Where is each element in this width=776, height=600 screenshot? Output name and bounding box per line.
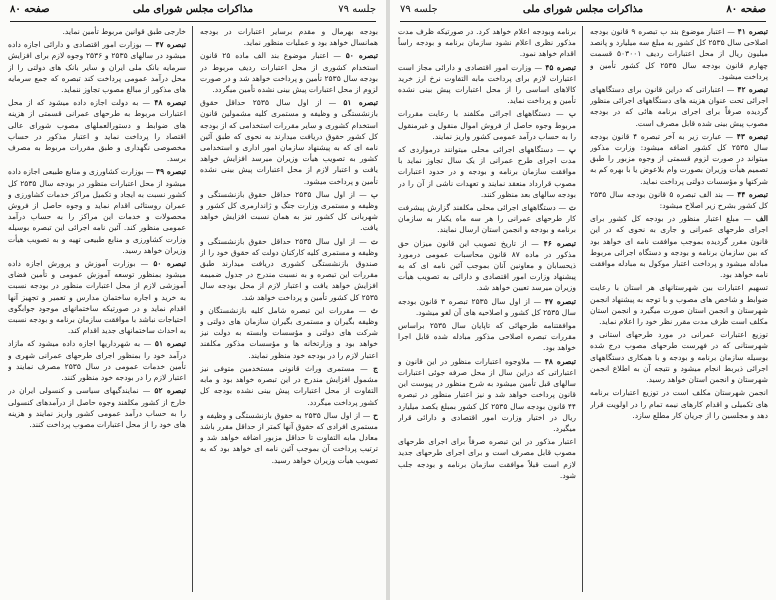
paragraph — [590, 282, 768, 327]
left-header-rule — [10, 21, 376, 22]
clause-label: تبصره ۴۷ — [544, 296, 576, 306]
paragraph — [590, 329, 768, 385]
left-page-title: مذاکرات مجلس شورای ملی — [132, 4, 254, 15]
paragraph: پ — دستگاههای اجرائی محلی میتوانند درمواردی که مدت اجرای طرح عمرانی از یک سال تجاوز نماید با موافقت سازمان برنامه و بودجه و در حدود اعتبارات مصوب قرارداد منعقد نمایند و تعهدات ناشی از آن را در بودجه سالهای بعد منظور کنند. — [398, 145, 576, 199]
paragraph-text: ملاوجوه اعتبارات منظور در این قانون و اعتباراتی که دراین سال از محل صرفه جوئی اعتبارات سالهای قبل تأمین میشود به شرح منظور در پیوست این قانون پرداخت خواهد شد و نیز اعتبار منظور در تبصره ۴۴ قانون بودجه سال ۲۵۳۵ کل کشور بمبلغ یکصد میلیارد ریال در اختیار وزارت امور اقتصادی و دارائی قرار میگیرد. — [398, 356, 576, 433]
clause-label: الف — [755, 214, 768, 224]
paragraph: تبصره ۴۷ — بوزارت امور اقتصادی و دارائی اجازه داده میشود در سالهای ۲۵۳۵ و ۲۵۳۶ وجوه لازم برای افزایش سرمایه بانک ملی ایران و سایر بانک های دولتی را از محل درآمد عمومی پرداخت کند تبصره که جمع سرمایه های مذکور از مبالغ مصوب تجاوز ننماید. — [8, 40, 186, 95]
clause-label: ب — [568, 109, 576, 119]
paragraph-text: بوزارت آموزش و پرورش اجازه داده میشود بمنظور توسعه آموزش عمومی و تأمین فضای آموزشی لازم از محل اعتبارات منظور در بودجه نسبت به خرید و اجاره ساختمان مدارس و تعمیر و تجهیز آنها اقدام نماید و در صورتیکه ساختمانهای موجود جوابگوی احتیاجات نباشد با موافقت سازمان برنامه و بودجه نسبت به احداث ساختمانهای جدید اقدام کند. — [8, 259, 186, 336]
left-page-left-column — [8, 26, 186, 594]
left-page-session: جلسه ۷۹ — [338, 4, 376, 15]
paragraph-text: موافقتنامه طرحهائی که تاپایان سال ۲۵۳۵ براساس مقررات تبصره اصلاحی مذکور مبادله شده قابل اجرا خواهد بود. — [398, 321, 576, 353]
clause-label: تبصره ۴۱ — [737, 27, 768, 36]
right-page-header — [400, 4, 766, 20]
paragraph-text: از تاریخ تصویب این قانون میزان حق مذکور در ماده ۸۷ قانون محاسبات عمومی درمورد ذیحسابان و معاونین آنان بموجب آئین نامه ای که به پیشنهاد وزارت امور اقتصادی و دارائی به تصویب هیأت وزیران میرسد تعیین خواهد شد. — [398, 238, 576, 293]
paragraph-text: از اول سال ۲۵۳۵ حداقل حقوق بازنشستگی و وظیفه و مستمری کلیه کارکنان دولت که حقوق خود را از صندوق بازنشستگی کشوری دریافت میدارند طبق مقررات این تبصره و به نسبت مندرج در جدول ضمیمه افزایش خواهد یافت و اعتبار لازم از محل بودجه سال ۲۵۳۵ کل کشور تأمین و پرداخت خواهد شد. — [200, 236, 378, 302]
paragraph: ت — دستگاههای اجرائی محلی مکلفند گزارش پیشرفت کار طرحهای عمرانی را هر سه ماه یکبار به سازمان برنامه و بودجه و انجمن استان ارسال نمایند. — [398, 203, 576, 235]
clause-label: تبصره ۴۶ — [543, 238, 576, 248]
clause-label: تبصره ۵۰ — [153, 259, 186, 269]
right-page-right-column — [590, 26, 768, 594]
paragraph-text: مبلغ اعتبار منظور در بودجه کل کشور برای اجرای طرحهای عمرانی و جاری به نحوی که در این قانون مقرر گردیده بموجب موافقت نامه ای خواهد بود که بین سازمان برنامه و بودجه و دستگاه اجرائی مربوط مبادله میشود و پرداخت اعتبار موکول به مبادله موافقت نامه خواهد بود. — [590, 214, 768, 280]
paragraph-text: از اول سال ۲۵۳۵ تبصره ۳ قانون بودجه سال ۲۵۳۵ کل کشور و اصلاحیه های آن لغو میشود. — [398, 296, 576, 317]
paragraph-text: وزارت امور اقتصادی و دارائی مجاز است اعتبارات لازم برای پرداخت مابه التفاوت نرخ ارز خرید کالاهای اساسی را از محل اعتبارات پیش بینی نشده تأمین و پرداخت نماید. — [398, 62, 576, 106]
right-header-rule — [400, 21, 766, 22]
paragraph: الف — مبلغ اعتبار منظور در بودجه کل کشور برای اجرای طرحهای عمرانی و جاری به نحوی که در این قانون مقرر گردیده بموجب موافقت نامه ای خواهد بود که بین سازمان برنامه و بودجه و دستگاه اجرائی مربوط مبادله میشود و پرداخت اعتبار موکول به مبادله موافقت نامه خواهد بود. — [590, 214, 768, 280]
paragraph-text: به دولت اجازه داده میشود که از محل اعتبارات مربوط به طرحهای عمرانی قسمتی از هزینه های ضوابط و دستورالعملهای مصوب شورای عالی اقتصاد را پرداخت نماید و اعتبار مذکور در حساب مخصوصی نگهداری و طبق مقررات مربوط به مصرف برسد. — [8, 98, 186, 164]
paragraph: ب — از اول سال ۲۵۳۵ حداقل حقوق بازنشستگی و وظیفه و مستمری وزارت جنگ و ژاندارمری کل کشور و شهربانی کل کشور نیز به همان نسبت افزایش خواهد یافت. — [200, 189, 378, 233]
paragraph: ث — مقررات این تبصره شامل کلیه بازنشستگان و وظیفه بگیران و مستمری بگیران سازمان های دولتی و شرکت های دولتی و مؤسسات وابسته به دولت نیز خواهد بود و وزارتخانه ها و مؤسسات مذکور مکلفند اعتبار لازم را در بودجه خود منظور نمایند. — [200, 305, 378, 360]
left-page-right-column — [200, 26, 378, 594]
paragraph-text: دستگاههای اجرائی مکلفند با رعایت مقررات مربوط وجوه حاصل از فروش اموال منقول و غیرمنقول را به حساب درآمد عمومی کشور واریز نمایند. — [398, 109, 576, 141]
paragraph: تبصره ۵۱ — از اول سال ۲۵۳۵ حداقل حقوق بازنشستگی و وظیفه و مستمری کلیه مشمولین قانون استخدام کشوری و سایر مقررات استخدامی که از بودجه کل کشور حقوق دریافت میدارند به نحوی که طبق آئین نامه ای که به پیشنهاد سازمان امور اداری و استخدامی کشور به تصویب هیأت وزیران میرسد افزایش خواهد یافت و اعتبار لازم از محل اعتبارات پیش بینی نشده تأمین و پرداخت میشود. — [200, 98, 378, 186]
clause-label: تبصره ۴۹ — [156, 167, 186, 177]
paragraph-text: بودجه بهرمال و مقدم برسایر اعتبارات در بودجه همانسال خواهد بود و عملیات منظور نماید. — [200, 27, 378, 48]
paragraph-text: بوزارت امور اقتصادی و دارائی اجازه داده میشود در سالهای ۲۵۳۵ و ۲۵۳۶ وجوه لازم برای افزایش سرمایه بانک ملی ایران و سایر بانک های دولتی را از محل درآمد عمومی پرداخت کند تبصره که جمع سرمایه های مذکور از مبالغ مصوب تجاوز ننماید. — [8, 40, 186, 95]
paragraph: ح — از اول سال ۲۵۳۵ به حقوق بازنشستگی و وظیفه و مستمری افرادی که حقوق آنها کمتر از حداقل مقرر باشد معادل مابه التفاوت تا حداقل مزبور اضافه خواهد شد و ترتیب پرداخت آن بموجب آئین نامه ای خواهد بود که به تصویب هیأت وزیران خواهد رسید. — [200, 410, 378, 465]
paragraph — [398, 436, 576, 481]
paragraph-text: عبارت زیر به آخر تبصره ۴ قانون بودجه سال ۲۵۳۵ کل کشور اضافه میشود: وزارت مذکور میتواند در صورت لزوم قسمتی از وجوه مزبور را طبق تصمیم هیأت وزیران بصورت وام بلاعوض یا با بهره کم به شرکتها و مؤسسات دولتی پرداخت نماید. — [590, 131, 768, 186]
clause-label: ت — [370, 236, 378, 246]
paragraph: تبصره ۴۸ — ملاوجوه اعتبارات منظور در این قانون و اعتباراتی که دراین سال از محل صرفه جوئی اعتبارات سالهای قبل تأمین میشود به شرح منظور در پیوست این قانون پرداخت خواهد شد و نیز اعتبار منظور در تبصره ۴۴ قانون بودجه سال ۲۵۳۵ کل کشور بمبلغ یکصد میلیارد ریال در اختیار وزارت امور اقتصادی و دارائی قرار میگیرد. — [398, 356, 576, 433]
paragraph-text: اعتباراتی که دراین قانون برای دستگاههای اجرائی تحت عنوان هزینه های دستگاههای اجرائی منظور گردیده صرفاً برای اجرای برنامه هائی که در بودجه مصوب پیش بینی شده قابل مصرف است. — [590, 85, 768, 128]
right-page-number: صفحه ۸۰ — [726, 4, 766, 15]
paragraph: ج — مستمری وراث قانونی مستخدمین متوفی نیز مشمول افزایش مندرج در این تبصره خواهد بود و مابه التفاوت از محل اعتبارات پیش بینی نشده بودجه کل کشور پرداخت میگردد. — [200, 363, 378, 407]
paragraph: تبصره ۴۸ — به دولت اجازه داده میشود که از محل اعتبارات مربوط به طرحهای عمرانی قسمتی از هزینه های ضوابط و دستورالعملهای مصوب شورای عالی اقتصاد را پرداخت نماید و اعتبار مذکور در حساب مخصوصی نگهداری و طبق مقررات مربوط به مصرف برسد. — [8, 98, 186, 164]
paragraph: تبصره ۵۰ — اعتبار موضوع بند الف ماده ۲۵ قانون استخدام کشوری از محل اعتبارات ردیف مربوط در بودجه سال ۲۵۳۵ تأمین و پرداخت خواهد شد و در صورت لزوم از محل اعتبارات پیش بینی نشده تأمین میگردد. — [200, 51, 378, 95]
paragraph: تبصره ۴۶ — از تاریخ تصویب این قانون میزان حق مذکور در ماده ۸۷ قانون محاسبات عمومی درمورد ذیحسابان و معاونین آنان بموجب آئین نامه ای که به پیشنهاد وزارت امور اقتصادی و دارائی به تصویب هیأت وزیران میرسد تعیین خواهد شد. — [398, 238, 576, 293]
clause-label: ح — [373, 410, 378, 420]
right-page — [390, 0, 776, 600]
paragraph-text: از اول سال ۲۵۳۵ به حقوق بازنشستگی و وظیفه و مستمری افرادی که حقوق آنها کمتر از حداقل مقرر باشد معادل مابه التفاوت تا حداقل مزبور اضافه خواهد شد و ترتیب پرداخت آن بموجب آئین نامه ای خواهد بود که به تصویب هیأت وزیران خواهد رسید. — [200, 410, 378, 465]
paragraph-text: نمایندگیهای سیاسی و کنسولی ایران در خارج از کشور مکلفند وجوه حاصل از درآمدهای کنسولی را به حساب درآمد عمومی کشور واریز نمایند و هزینه های خود را از محل اعتبارات مصوب پرداخت کنند. — [8, 386, 186, 429]
clause-label: تبصره ۴۳ — [736, 131, 768, 141]
paragraph: تبصره ۴۳ — عبارت زیر به آخر تبصره ۴ قانون بودجه سال ۲۵۳۵ کل کشور اضافه میشود: وزارت مذکور میتواند در صورت لزوم قسمتی از وجوه مزبور را طبق تصمیم هیأت وزیران بصورت وام بلاعوض یا با بهره کم به شرکتها و مؤسسات دولتی پرداخت نماید. — [590, 131, 768, 186]
paragraph-text: انجمن شهرستان مکلف است در توزیع اعتبارات برنامه های تکمیلی و اقدام کارهای نیمه تمام را در اولویت قرار دهد و مجلسین را از جریان کار مطلع سازد. — [590, 388, 768, 420]
paragraph: تبصره ۴۲ — اعتباراتی که دراین قانون برای دستگاههای اجرائی تحت عنوان هزینه های دستگاههای اجرائی منظور گردیده صرفاً برای اجرای برنامه هائی که در بودجه مصوب پیش بینی شده قابل مصرف است. — [590, 85, 768, 128]
paragraph: تبصره ۴۷ — از اول سال ۲۵۳۵ تبصره ۳ قانون بودجه سال ۲۵۳۵ کل کشور و اصلاحیه های آن لغو میشود. — [398, 296, 576, 317]
clause-label: تبصره ۵۱ — [343, 98, 378, 108]
paragraph: ت — از اول سال ۲۵۳۵ حداقل حقوق بازنشستگی و وظیفه و مستمری کلیه کارکنان دولت که حقوق خود را از صندوق بازنشستگی کشوری دریافت میدارند طبق مقررات این تبصره و به نسبت مندرج در جدول ضمیمه افزایش خواهد یافت و اعتبار لازم از محل بودجه سال ۲۵۳۵ کل کشور تأمین و پرداخت خواهد شد. — [200, 236, 378, 302]
paragraph-text: بوزارت کشاورزی و منابع طبیعی اجازه داده میشود از محل اعتبارات منظور در بودجه سال ۲۵۳۵ کل کشور نسبت به ایجاد و تکمیل مراکز خدمات کشاورزی و عمران روستائی اقدام نماید و وجوه حاصل از فروش محصولات و خدمات این مراکز را به حساب درآمد عمومی منظور کند. آئین نامه اجرائی این تبصره بوسیله وزارت کشاورزی و منابع طبیعی تهیه و به تصویب هیأت وزیران خواهد رسید. — [8, 167, 186, 255]
paragraph: تبصره ۵۰ — بوزارت آموزش و پرورش اجازه داده میشود بمنظور توسعه آموزش عمومی و تأمین فضای آموزشی لازم از محل اعتبارات منظور در بودجه نسبت به خرید و اجاره ساختمان مدارس و تعمیر و تجهیز آنها اقدام نماید و در صورتیکه ساختمانهای موجود جوابگوی احتیاجات نباشد با موافقت سازمان برنامه و بودجه نسبت به احداث ساختمانهای جدید اقدام کند. — [8, 259, 186, 336]
paragraph-text: خارجی طبق قوانین مربوط تأمین نماید. — [62, 27, 186, 36]
paragraph-text: برنامه وبودجه اعلام خواهد کرد. در صورتیکه ظرف مدت مذکور نظری اعلام نشود سازمان برنامه و بودجه راساً اقدام خواهد نمود. — [398, 27, 576, 59]
paragraph-text: مستمری وراث قانونی مستخدمین متوفی نیز مشمول افزایش مندرج در این تبصره خواهد بود و مابه التفاوت از محل اعتبارات پیش بینی نشده بودجه کل کشور پرداخت میگردد. — [200, 363, 378, 407]
paragraph-text: به شهرداریها اجازه داده میشود که مازاد درآمد خود را بمنظور اجرای طرحهای عمرانی شهری و تأمین خدمات عمومی در سال ۲۵۳۵ مصرف نمایند و اعتبار لازم را در بودجه خود منظور کنند. — [8, 339, 186, 383]
paragraph-text: اعتبار موضوع بند الف ماده ۲۵ قانون استخدام کشوری از محل اعتبارات ردیف مربوط در بودجه سال ۲۵۳۵ تأمین و پرداخت خواهد شد و در صورت لزوم از محل اعتبارات پیش بینی نشده تأمین میگردد. — [200, 51, 378, 95]
left-page-number: صفحه ۸۰ — [10, 4, 50, 15]
clause-label: ت — [568, 203, 576, 213]
left-page-header — [10, 4, 376, 20]
paragraph: تبصره ۴۴ — بند الف تبصره ۵ قانون بودجه سال ۲۵۳۵ کل کشور بشرح زیر اصلاح میشود: — [590, 189, 768, 211]
clause-label: تبصره ۴۸ — [544, 356, 576, 366]
clause-label: تبصره ۵۰ — [345, 51, 378, 61]
right-page-session: جلسه ۷۹ — [400, 4, 438, 15]
right-column-divider — [582, 26, 583, 592]
paragraph-text: اعتبار موضوع بند ب تبصره ۹ قانون بودجه اصلاحی سال ۲۵۳۵ کل کشور به مبلغ سه میلیارد و پانصد میلیون ریال از محل اعتبارات ردیف ۵۰۳۰۰۱ قسمت چهارم قانون بودجه سال ۲۵۳۵ کل کشور تأمین و پرداخت میشود. — [590, 27, 768, 81]
clause-label: تبصره ۵۱ — [154, 339, 186, 349]
clause-label: تبصره ۴۲ — [737, 85, 768, 95]
paragraph: تبصره ۵۲ — نمایندگیهای سیاسی و کنسولی ایران در خارج از کشور مکلفند وجوه حاصل از درآمدهای کنسولی را به حساب درآمد عمومی کشور واریز نمایند و هزینه های خود را از محل اعتبارات مصوب پرداخت کنند. — [8, 386, 186, 429]
clause-label: تبصره ۴۵ — [545, 62, 576, 72]
clause-label: ج — [373, 363, 378, 373]
clause-label: تبصره ۴۸ — [154, 98, 186, 108]
clause-label: ب — [370, 189, 378, 199]
paragraph: تبصره ۵۱ — به شهرداریها اجازه داده میشود که مازاد درآمد خود را بمنظور اجرای طرحهای عمرانی شهری و تأمین خدمات عمومی در سال ۲۵۳۵ مصرف نمایند و اعتبار لازم را در بودجه خود منظور کنند. — [8, 339, 186, 383]
paragraph: تبصره ۴۵ — وزارت امور اقتصادی و دارائی مجاز است اعتبارات لازم برای پرداخت مابه التفاوت نرخ ارز خرید کالاهای اساسی را از محل اعتبارات پیش بینی نشده تأمین و پرداخت نماید. — [398, 62, 576, 106]
paragraph-text: مقررات این تبصره شامل کلیه بازنشستگان و وظیفه بگیران و مستمری بگیران سازمان های دولتی و شرکت های دولتی و مؤسسات وابسته به دولت نیز خواهد بود و وزارتخانه ها و مؤسسات مذکور مکلفند اعتبار لازم را در بودجه خود منظور نمایند. — [200, 305, 378, 360]
paragraph-text: از اول سال ۲۵۳۵ حداقل حقوق بازنشستگی و وظیفه و مستمری کلیه مشمولین قانون استخدام کشوری و سایر مقررات استخدامی که از بودجه کل کشور حقوق دریافت میدارند به نحوی که طبق آئین نامه ای که به پیشنهاد سازمان امور اداری و استخدامی کشور به تصویب هیأت وزیران میرسد افزایش خواهد یافت و اعتبار لازم از محل اعتبارات پیش بینی نشده تأمین و پرداخت میشود. — [200, 98, 378, 186]
right-page-title: مذاکرات مجلس شورای ملی — [522, 4, 644, 15]
paragraph — [590, 387, 768, 421]
clause-label: پ — [568, 145, 576, 155]
clause-label: تبصره ۴۷ — [155, 40, 186, 50]
paragraph: تبصره ۴۱ — اعتبار موضوع بند ب تبصره ۹ قانون بودجه اصلاحی سال ۲۵۳۵ کل کشور به مبلغ سه میلیارد و پانصد میلیون ریال از محل اعتبارات ردیف ۵۰۳۰۰۱ قسمت چهارم قانون بودجه سال ۲۵۳۵ کل کشور تأمین و پرداخت میشود. — [590, 27, 768, 81]
paragraph — [8, 26, 186, 37]
clause-label: تبصره ۵۲ — [154, 386, 186, 396]
paragraph-text: بند الف تبصره ۵ قانون بودجه سال ۲۵۳۵ کل کشور بشرح زیر اصلاح میشود: — [590, 189, 768, 211]
paragraph-text: تسهیم اعتبارات بین شهرستانهای هر استان با رعایت ضوابط و شاخص های مصوب و با توجه به پیشنهاد انجمن شهرستان و انجمن استان صورت میگیرد و انجمن استان مکلف است ظرف مدت مقرر نظر خود را اعلام نماید. — [590, 283, 768, 327]
right-page-left-column — [398, 26, 576, 594]
paragraph-text: دستگاههای اجرائی محلی میتوانند درمواردی که مدت اجرای طرح عمرانی از یک سال تجاوز نماید با موافقت سازمان برنامه و بودجه و در حدود اعتبارات مصوب قرارداد منعقد نمایند و تعهدات ناشی از آن را در بودجه سالهای بعد منظور کنند. — [398, 145, 576, 199]
paragraph-text: دستگاههای اجرائی محلی مکلفند گزارش پیشرفت کار طرحهای عمرانی را هر سه ماه یکبار به سازمان برنامه و بودجه و انجمن استان ارسال نمایند. — [398, 203, 576, 235]
clause-label: ث — [370, 305, 378, 315]
left-column-divider — [192, 26, 193, 592]
paragraph-text: از اول سال ۲۵۳۵ حداقل حقوق بازنشستگی و وظیفه و مستمری وزارت جنگ و ژاندارمری کل کشور و شهربانی کل کشور نیز به همان نسبت افزایش خواهد یافت. — [200, 189, 378, 233]
paragraph-text: توزیع اعتبارات عمرانی در مورد طرحهای استانی و شهرستانی که در فهرست طرحهای مصوب درج شده بوسیله سازمان برنامه و بودجه و با همکاری دستگاههای اجرائی ذیربط انجام میشود و نتیجه آن به اطلاع انجمن شهرستان و انجمن استان خواهد رسید. — [590, 330, 768, 385]
paragraph: ب — دستگاههای اجرائی مکلفند با رعایت مقررات مربوط وجوه حاصل از فروش اموال منقول و غیرمنقول را به حساب درآمد عمومی کشور واریز نمایند. — [398, 109, 576, 141]
paragraph — [398, 320, 576, 354]
paragraph: تبصره ۴۹ — بوزارت کشاورزی و منابع طبیعی اجازه داده میشود از محل اعتبارات منظور در بودجه سال ۲۵۳۵ کل کشور نسبت به ایجاد و تکمیل مراکز خدمات کشاورزی و عمران روستائی اقدام نماید و وجوه حاصل از فروش محصولات و خدمات این مراکز را به حساب درآمد عمومی منظور کند. آئین نامه اجرائی این تبصره بوسیله وزارت کشاورزی و منابع طبیعی تهیه و به تصویب هیأت وزیران خواهد رسید. — [8, 167, 186, 255]
paragraph-text: اعتبار مذکور در این تبصره صرفاً برای اجرای طرحهای مصوب قابل مصرف است و برای اجرای طرحهای جدید لازم است قبلاً موافقت سازمان برنامه و بودجه جلب شود. — [398, 437, 576, 480]
left-page — [0, 0, 386, 600]
clause-label: تبصره ۴۴ — [737, 189, 768, 199]
paragraph — [398, 26, 576, 60]
paragraph — [200, 26, 378, 48]
